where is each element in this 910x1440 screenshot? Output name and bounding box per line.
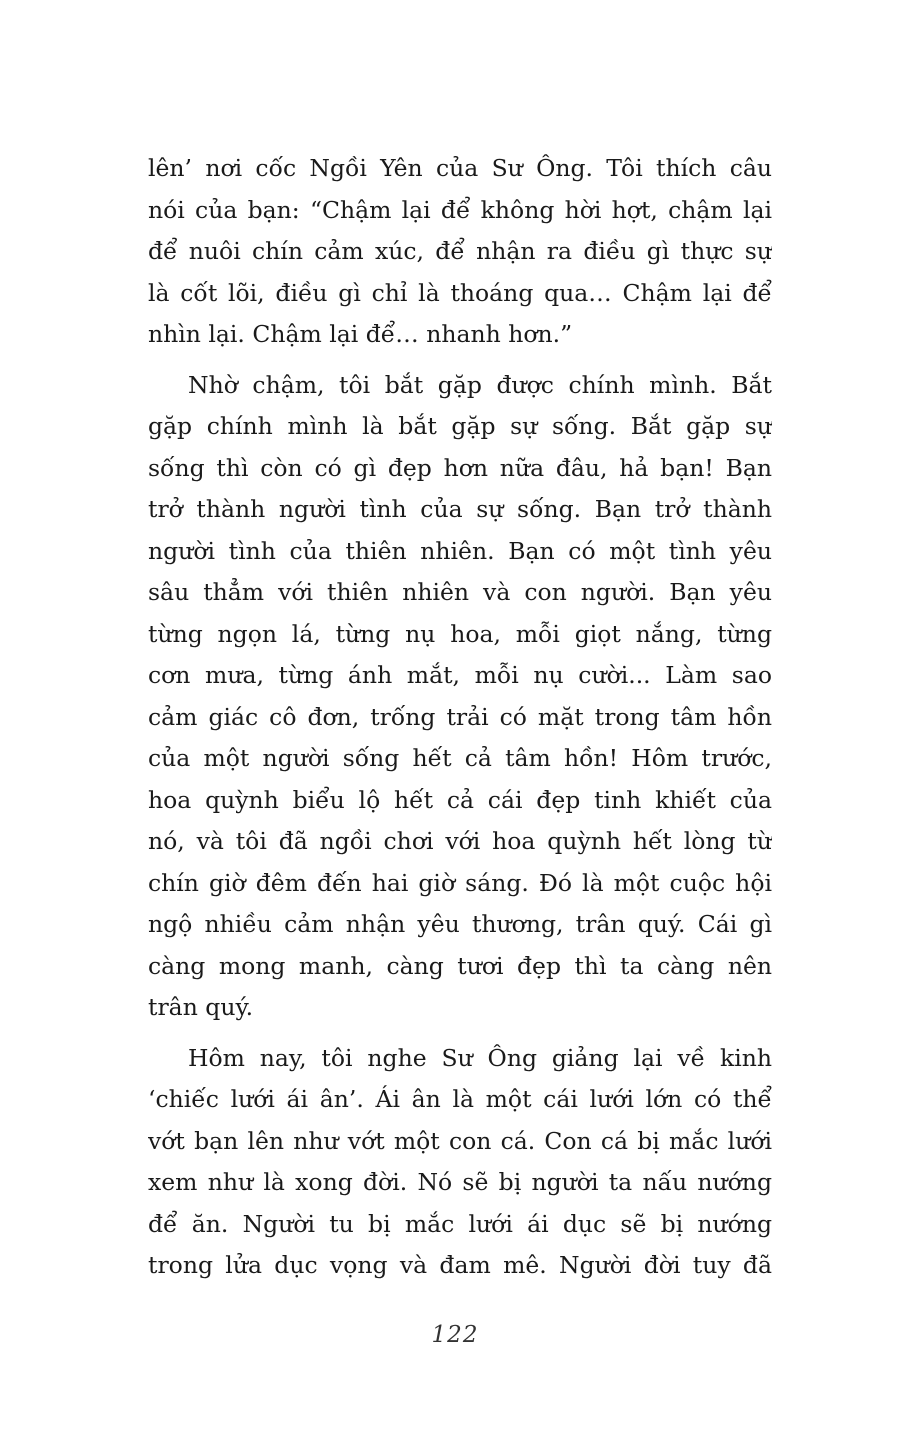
text-line: xem như là xong đời. Nó sẽ bị người ta nấu nướng (148, 1168, 772, 1196)
text-line: ‘chiếc lưới ái ân’. Ái ân là một cái lưới lớn có thể (148, 1085, 772, 1113)
text-line: nó, và tôi đã ngồi chơi với hoa quỳnh hết lòng từ (148, 827, 772, 855)
text-line: gặp chính mình là bắt gặp sự sống. Bắt gặp sự (148, 412, 772, 440)
text-line: sâu thẳm với thiên nhiên và con người. Bạn yêu (148, 578, 772, 606)
text-line: càng mong manh, càng tươi đẹp thì ta càng nên (148, 951, 772, 980)
text-line: hoa quỳnh biểu lộ hết cả cái đẹp tinh khiết của (148, 785, 772, 814)
text-line: lên’ nơi cốc Ngồi Yên của Sư Ông. Tôi thích câu (148, 154, 772, 182)
text-line: cơn mưa, từng ánh mắt, mỗi nụ cười... Làm sao (148, 661, 772, 689)
text-line: để nuôi chín cảm xúc, để nhận ra điều gì thực sự (148, 237, 772, 265)
text-line: để ăn. Người tu bị mắc lưới ái dục sẽ bị nướng (148, 1209, 772, 1238)
paragraph-3 (148, 1038, 772, 1287)
text-line: sống thì còn có gì đẹp hơn nữa đâu, hả bạn! Bạn (148, 453, 772, 482)
text-line: nhìn lại. Chậm lại để… nhanh hơn.” (148, 320, 573, 348)
text-line: từng ngọn lá, từng nụ hoa, mỗi giọt nắng, từng (148, 619, 772, 648)
page-number: 122 (431, 1322, 479, 1348)
text-line: trong lửa dục vọng và đam mê. Người đời tuy đã (148, 1251, 772, 1279)
text-line: vớt bạn lên như vớt một con cá. Con cá bị mắc lưới (148, 1126, 772, 1155)
text-line: là cốt lõi, điều gì chỉ là thoáng qua… Chậm lại để (148, 278, 772, 307)
text-line: chín giờ đêm đến hai giờ sáng. Đó là một cuộc hội (148, 868, 772, 897)
text-line: trở thành người tình của sự sống. Bạn trở thành (148, 495, 772, 523)
text-line: Hôm nay, tôi nghe Sư Ông giảng lại về kinh (188, 1043, 772, 1072)
page-body (148, 148, 772, 1296)
text-line: nói của bạn: “Chậm lại để không hời hợt, chậm lại (148, 195, 772, 224)
text-line: của một người sống hết cả tâm hồn! Hôm trước, (148, 744, 772, 772)
text-line: Nhờ chậm, tôi bắt gặp được chính mình. Bắt (188, 370, 772, 399)
text-line: trân quý. (148, 993, 254, 1021)
paragraph-1 (148, 148, 772, 356)
text-line: ngộ nhiều cảm nhận yêu thương, trân quý. Cái gì (148, 910, 772, 938)
text-line: cảm giác cô đơn, trống trải có mặt trong tâm hồn (148, 702, 772, 731)
text-line: người tình của thiên nhiên. Bạn có một tình yêu (148, 536, 772, 565)
paragraph-2 (148, 365, 772, 1029)
